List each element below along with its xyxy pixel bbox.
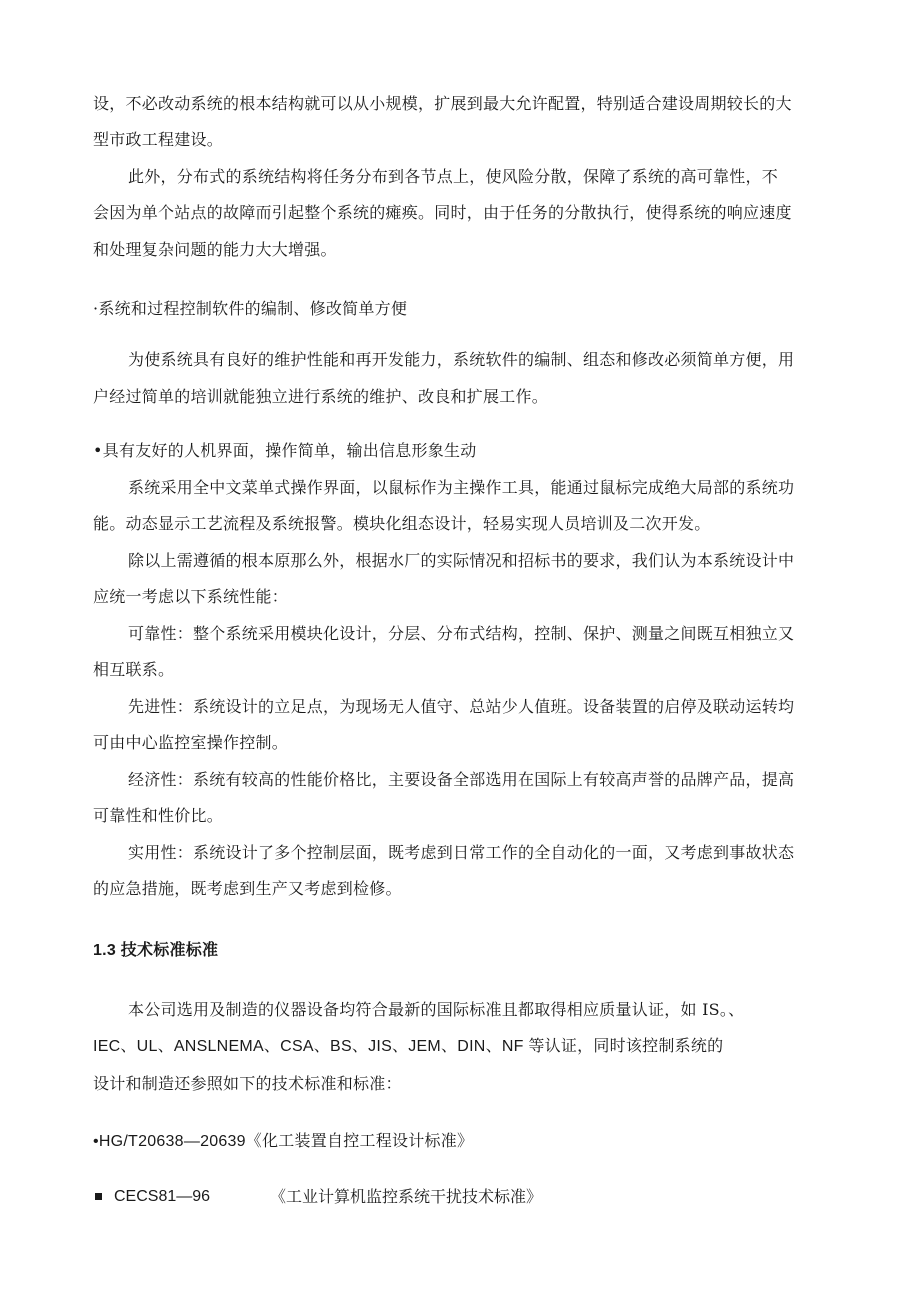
para4-line2: 能。动态显示工艺流程及系统报警。模块化组态设计，轻易实现人员培训及二次开发。 [93, 514, 711, 533]
standard-code-cecs: CECS81—96 [114, 1188, 211, 1205]
para10-line2: IEC、UL、ANSLNEMA、CSA、BS、JIS、JEM、DIN、NF 等认证，同时该控制系统的 [93, 1038, 724, 1055]
square-bullet-icon [95, 1193, 102, 1200]
para9-line2: 的应急措施，既考虑到生产又考虑到检修。 [93, 879, 402, 898]
standard-title-cecs: 《工业计算机监控系统干扰技术标准》 [270, 1187, 543, 1206]
para7-line2: 可由中心监控室操作控制。 [93, 733, 289, 752]
para1-line2: 型市政工程建设。 [93, 130, 224, 149]
para3-line2: 户经过简单的培训就能独立进行系统的维护、改良和扩展工作。 [93, 387, 549, 406]
para5-line2: 应统一考虑以下系统性能： [93, 587, 289, 606]
bullet-hmi: •具有友好的人机界面，操作简单，输出信息形象生动 [93, 441, 477, 460]
para1-line1: 设，不必改动系统的根本结构就可以从小规模，扩展到最大允许配置，特别适合建设周期较长的大 [93, 94, 792, 113]
para8-line1: 经济性：系统有较高的性能价格比，主要设备全部选用在国际上有较高声誉的品牌产品，提高 [128, 770, 795, 789]
para6-line2: 相互联系。 [93, 660, 175, 679]
para10-line1: 本公司选用及制造的仪器设备均符合最新的国际标准且都取得相应质量认证，如 IS。、 [128, 1000, 745, 1019]
para10-line3: 设计和制造还参照如下的技术标准和标准： [93, 1074, 402, 1093]
para9-line1: 实用性：系统设计了多个控制层面，既考虑到日常工作的全自动化的一面，又考虑到事故状态 [128, 843, 795, 862]
para8-line2: 可靠性和性价比。 [93, 806, 224, 825]
para5-line1: 除以上需遵循的根本原那么外，根据水厂的实际情况和招标书的要求，我们认为本系统设计中 [128, 551, 795, 570]
para6-line1: 可靠性：整个系统采用模块化设计，分层、分布式结构，控制、保护、测量之间既互相独立又 [128, 624, 795, 643]
para2-line3: 和处理复杂问题的能力大大增强。 [93, 240, 337, 259]
para7-line1: 先进性：系统设计的立足点，为现场无人值守、总站少人值班。设备装置的启停及联动运转均 [128, 697, 795, 716]
para2-line1: 此外，分布式的系统结构将任务分布到各节点上，使风险分散，保障了系统的高可靠性，不 [128, 167, 779, 186]
standard-item-hg: •HG/T20638—20639《化工装置自控工程设计标准》 [93, 1133, 474, 1150]
section-heading: 1.3 技术标准标准 [93, 942, 219, 959]
para3-line1: 为使系统具有良好的维护性能和再开发能力，系统软件的编制、组态和修改必须简单方便，用 [128, 350, 795, 369]
para2-line2: 会因为单个站点的故障而引起整个系统的瘫痪。同时，由于任务的分散执行，使得系统的响应速度 [93, 203, 792, 222]
para4-line1: 系统采用全中文菜单式操作界面，以鼠标作为主操作工具，能通过鼠标完成绝大局部的系统功 [128, 478, 795, 497]
bullet-software: ·系统和过程控制软件的编制、修改简单方便 [93, 299, 408, 318]
